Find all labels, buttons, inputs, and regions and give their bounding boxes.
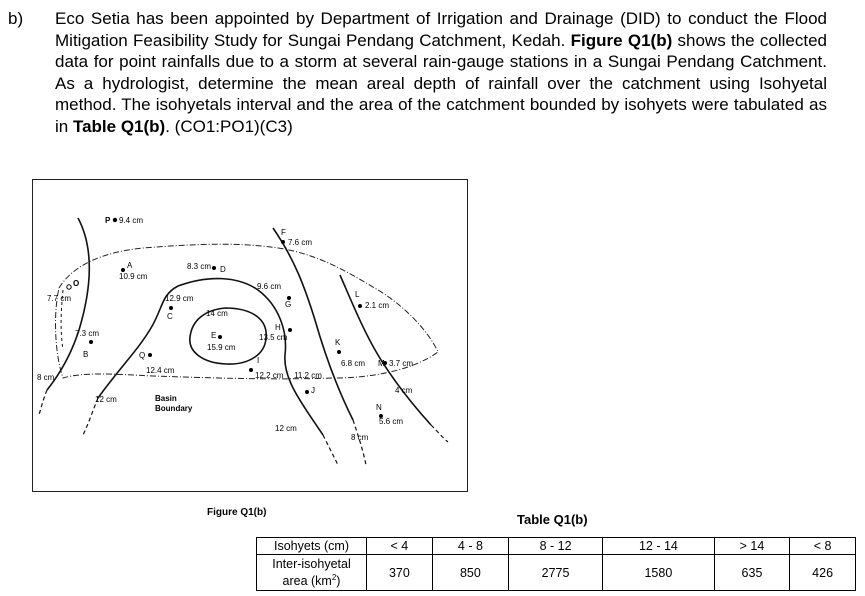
isohyet-label-12-left: 12 cm (95, 395, 117, 404)
station-p-value: 9.4 cm (119, 216, 144, 225)
isohyet-14cm-loop (190, 308, 266, 364)
station-d-value: 8.3 cm (187, 262, 212, 271)
station-i-marker (249, 368, 253, 372)
area-row-head-line-1: Inter-isohyetal (272, 556, 351, 571)
station-a-value: 10.9 cm (119, 272, 148, 281)
isohyet-col-6: < 8 (790, 538, 856, 555)
station-e-id: E (211, 331, 217, 340)
station-f-marker (281, 240, 285, 244)
station-h-value: 13.5 cm (259, 333, 288, 342)
station-q-id: Q (139, 351, 146, 360)
isohyet-col-4: 12 - 14 (603, 538, 715, 555)
station-k-marker (337, 350, 341, 354)
station-f-value: 7.6 cm (288, 238, 313, 247)
isohyet-8cm-left-ext (39, 390, 47, 415)
station-l-marker (358, 304, 362, 308)
isohyets-row-head: Isohyets (cm) (257, 538, 367, 555)
area-cell-3: 2775 (509, 555, 603, 591)
isohyets-row (257, 538, 856, 555)
isohyet-8cm-right-ext (353, 420, 366, 465)
station-d-id: D (220, 265, 226, 274)
station-q-value: 12.4 cm (146, 366, 175, 375)
isohyet-label-14: 14 cm (206, 309, 228, 318)
station-f-id: F (281, 228, 286, 237)
isohyet-col-5: > 14 (714, 538, 789, 555)
table-caption: Table Q1(b) (517, 512, 588, 527)
station-b-id: B (83, 350, 89, 359)
station-b-marker (89, 340, 93, 344)
station-o-value: 7.7 cm (47, 294, 72, 303)
station-j-id: J (311, 386, 315, 395)
station-p-marker (113, 218, 117, 222)
question-text-part-2: shows the collected data for point rainfalls due to a storm at several rain-gauge stations in a Sungai Pendang Catchment. As a hydrologist, determine the mean areal depth of rainfall over the catchment using Isohyetal method. The isohyetals interval and the area of the catchment bounded by isohyets were tabulated as in (55, 30, 827, 136)
area-unit-superscript: 2 (331, 572, 337, 582)
isohyet-8cm-left (47, 218, 89, 390)
isohyet-area-table (256, 537, 856, 591)
station-i-id: I (257, 356, 260, 365)
station-j-value: 11.2 cm (294, 371, 322, 380)
station-l-value: 2.1 cm (365, 301, 390, 310)
station-d-marker (212, 266, 216, 270)
station-c-id: C (167, 312, 173, 321)
station-a-id: A (127, 261, 133, 270)
station-m-value: 3.7 cm (389, 359, 414, 368)
basin-label-line-1: Basin (155, 394, 177, 403)
isohyetal-map (33, 180, 469, 493)
question-text-part-3: . (CO1:PO1)(C3) (165, 116, 293, 136)
area-cell-5: 635 (714, 555, 789, 591)
area-row-head-line-2: area (km (282, 574, 332, 589)
question-text (55, 8, 827, 138)
question-label: b) (8, 9, 24, 28)
station-g-id: G (285, 300, 292, 309)
station-n-id: N (376, 403, 382, 412)
figure-caption: Figure Q1(b) (207, 507, 267, 518)
station-q-marker (148, 353, 152, 357)
station-h-marker (288, 328, 292, 332)
station-i-value: 12.2 cm (255, 371, 284, 380)
isohyet-label-8-right: 8 cm (351, 433, 369, 442)
station-p-id: P (105, 216, 111, 225)
isohyet-4cm-ext (431, 425, 448, 442)
isohyet-col-2: 4 - 8 (432, 538, 508, 555)
area-cell-6: 426 (790, 555, 856, 591)
station-b-value: 7.3 cm (75, 329, 100, 338)
isohyet-label-12-right: 12 cm (275, 424, 297, 433)
isohyet-label-4: 4 cm (395, 386, 413, 395)
area-cell-4: 1580 (603, 555, 715, 591)
station-k-id: K (335, 338, 341, 347)
station-n-value: 5.6 cm (379, 417, 404, 426)
table-reference: Table Q1(b) (72, 116, 166, 136)
isohyetal-map-figure (32, 179, 468, 492)
isohyet-label-8-left: 8 cm (37, 373, 55, 382)
isohyet-col-3: 8 - 12 (509, 538, 603, 555)
area-row-head (257, 555, 367, 591)
station-e-value: 15.9 cm (207, 343, 236, 352)
area-row (257, 555, 856, 591)
station-k-value: 6.8 cm (341, 359, 366, 368)
station-c-marker (169, 306, 173, 310)
station-g-value: 9.6 cm (257, 282, 282, 291)
basin-label-line-2: Boundary (155, 404, 193, 413)
area-cell-2: 850 (432, 555, 508, 591)
area-row-head-close: ) (336, 574, 341, 589)
area-cell-1: 370 (367, 555, 433, 591)
station-o-id: O (73, 279, 80, 288)
station-m-id: M (378, 359, 385, 368)
question-text-part-1: Eco Setia has been appointed by Department of Irrigation and Drainage (DID) to conduct the Flood Mitigation Feasibility Study for Sungai Pendang Catchment, Kedah. (55, 9, 827, 50)
figure-reference: Figure Q1(b) (570, 30, 673, 50)
station-j-marker (305, 390, 309, 394)
station-h-id: H (275, 323, 281, 332)
isohyet-12cm-ext (83, 398, 338, 465)
isohyet-col-1: < 4 (367, 538, 433, 555)
basin-boundary-label (155, 394, 193, 413)
station-l-id: L (355, 290, 360, 299)
isohyet-4cm (340, 275, 431, 425)
station-o-marker (67, 285, 71, 289)
station-c-value: 12.9 cm (165, 294, 194, 303)
station-e-marker (218, 335, 222, 339)
